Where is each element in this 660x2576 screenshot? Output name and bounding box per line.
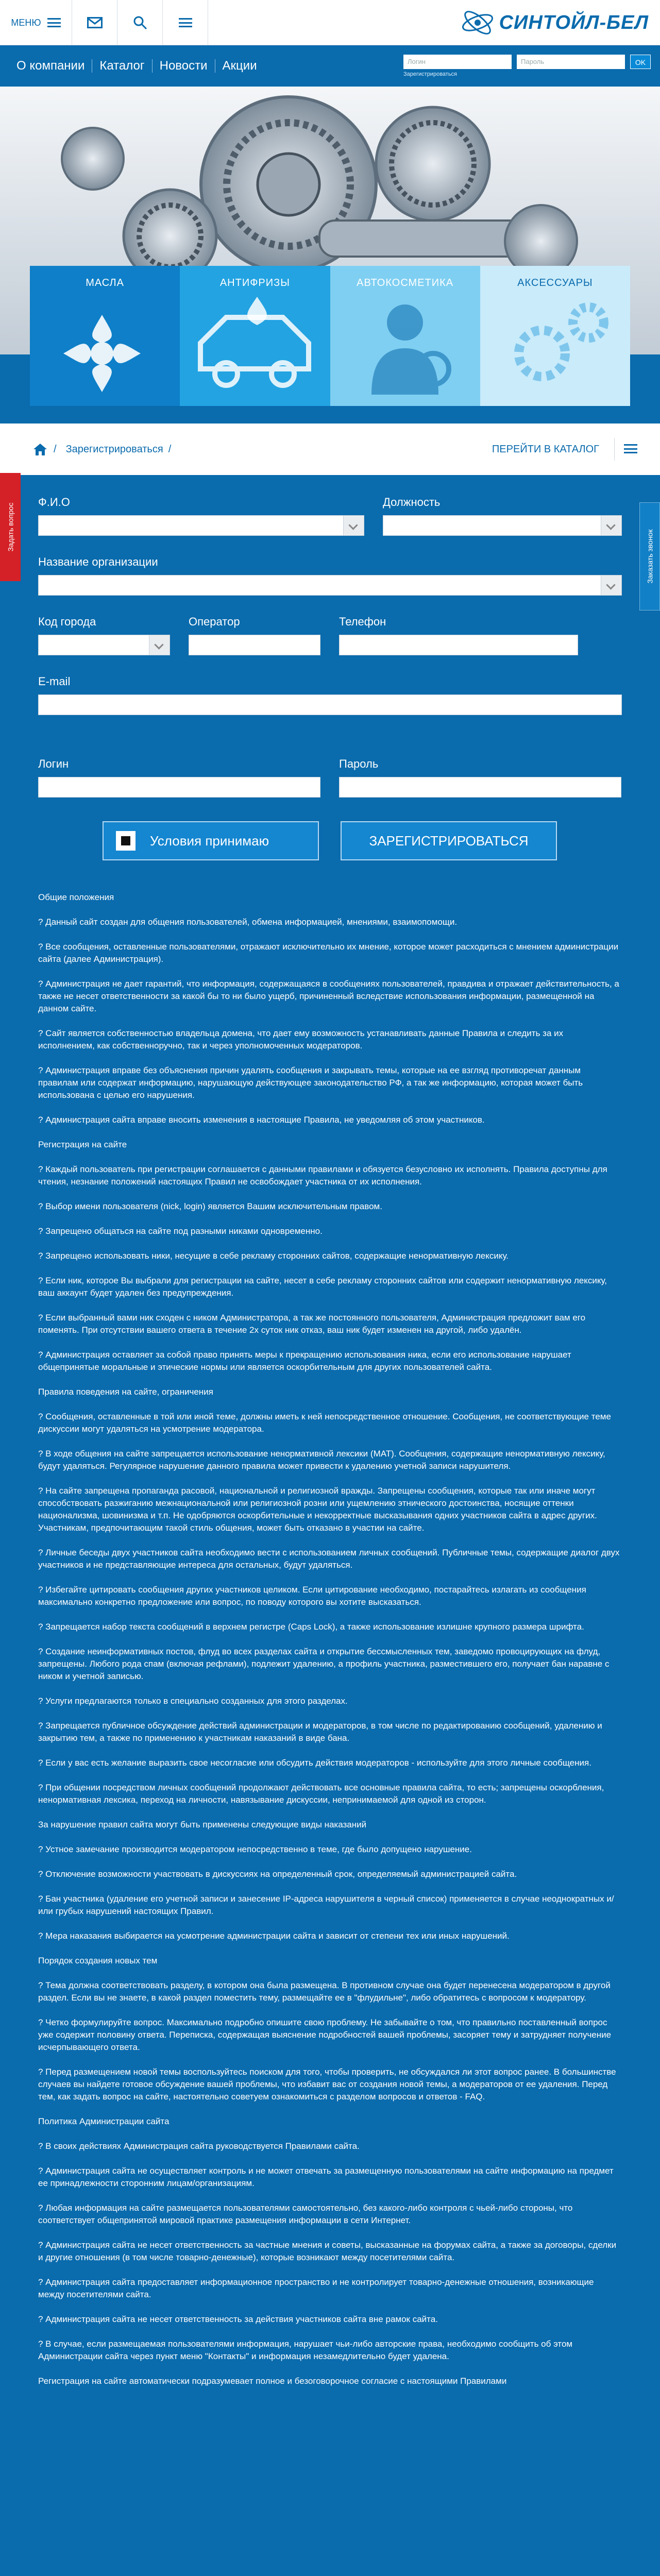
rule-paragraph: ? Если ник, которое Вы выбрали для регистрации на сайте, несет в себе рекламу сторонних сайтов или содержит ненормативную лексику, ваш аккаунт будет удален без предупреждения. <box>38 1276 607 1298</box>
chevron-down-icon <box>149 635 170 655</box>
breadcrumb <box>0 423 660 475</box>
nav-item-about[interactable]: О компании <box>16 59 85 73</box>
breadcrumb-separator: / <box>168 443 172 455</box>
chevron-down-icon <box>343 516 364 535</box>
menu-toggle-button[interactable] <box>163 0 208 45</box>
position-select[interactable] <box>383 515 622 536</box>
rule-paragraph: ? Администрация сайта вправе вносить изменения в настоящие Правила, не уведомляя об этом участников. <box>38 1115 485 1125</box>
phone-label: Телефон <box>339 615 386 628</box>
header-login-input[interactable]: Логин <box>403 55 512 69</box>
login-label: Логин <box>38 757 69 770</box>
position-group <box>383 496 622 536</box>
rule-paragraph: ? Администрация не дает гарантий, что информация, содержащаяся в сообщениях пользователей, правдива и отражает действительность, а также не несет ответственности за какой бы то ни было ущерб, причиненный вследствие использования информации, размещенной на данном сайте. <box>38 979 619 1013</box>
operator-group <box>189 615 320 655</box>
rule-paragraph: ? Администрация вправе без объяснения причин удалять сообщения и закрывать темы, которые на ее взгляд противоречат данным правилам или содержат информацию, нарушающую действующее законодательство РФ, а так же информацию, которая может быть использована с целью его нарушения. <box>38 1065 583 1100</box>
rule-paragraph: Политика Администрации сайта <box>38 2116 170 2126</box>
rule-paragraph: ? Тема должна соответствовать разделу, в котором она была размещена. В противном случае она будет перенесена модератором в другой раздел. Если вы не знаете, в какой раздел поместить тему, размещайте ее в "флудильне", либо обратитесь с вопросом к модератору. <box>38 1980 611 2003</box>
rule-paragraph: ? Выбор имени пользователя (nick, login) является Вашим исключительным правом. <box>38 1201 382 1211</box>
operator-label: Оператор <box>189 615 240 628</box>
rule-paragraph: ? Устное замечание производится модератором непосредственно в теме, где было допущено нарушение. <box>38 1844 472 1854</box>
phone-input[interactable] <box>339 635 578 655</box>
rule-paragraph: ? Данный сайт создан для общения пользователей, обмена информацией, мнениями, взаимопомощи. <box>38 917 458 927</box>
password-label: Пароль <box>339 757 379 770</box>
password-group <box>339 757 621 798</box>
search-button[interactable] <box>117 0 163 45</box>
rule-paragraph: ? Услуги предлагаются только в специально созданных для этого разделах. <box>38 1696 348 1706</box>
chevron-down-icon <box>601 516 621 535</box>
login-input[interactable] <box>38 777 320 798</box>
site-rules <box>0 891 660 2387</box>
rule-paragraph: ? Избегайте цитировать сообщения других участников целиком. Если цитирование необходимо, постарайтесь излагать из сообщения максимально конкретно предложение или вопрос, по поводу которого вы хотите высказаться. <box>38 1585 586 1607</box>
accept-terms-toggle[interactable] <box>103 821 319 860</box>
position-label: Должность <box>383 496 441 509</box>
hamburger-icon <box>47 18 61 27</box>
rule-paragraph: ? Отключение возможности участвовать в дискуссиях на определенный срок, определяемый администрацией сайта. <box>38 1869 517 1879</box>
header-login-form <box>403 55 651 77</box>
register-button[interactable]: ЗАРЕГИСТРИРОВАТЬСЯ <box>341 821 557 860</box>
city-code-label: Код города <box>38 615 96 628</box>
rule-paragraph: ? Личные беседы двух участников сайта необходимо вести с использованием личных сообщений. Публичные темы, содержащие диалог двух участников и не представляющие интереса для остальных, будут удаляться. <box>38 1548 620 1570</box>
rule-paragraph: Общие положения <box>38 892 114 902</box>
category-tile-autocosmetics[interactable] <box>330 266 480 406</box>
home-icon[interactable] <box>33 443 47 456</box>
hamburger-icon <box>179 18 192 27</box>
rule-paragraph: ? Все сообщения, оставленные пользователями, отражают исключительно их мнение, которое может расходиться с мнением администрации сайта (далее Администрация). <box>38 942 619 964</box>
registration-form <box>0 475 660 860</box>
org-select[interactable] <box>38 575 622 596</box>
rule-paragraph: ? В случае, если размещаемая пользователями информация, нарушает чьи-либо авторские права, необходимо сообщить об этом Администрации сайта через пункт меню "Контакты" и информация незамедлительно будет удалена. <box>38 2339 573 2361</box>
header-register-link[interactable]: Зарегистрироваться <box>403 71 458 77</box>
org-label: Название организации <box>38 555 158 568</box>
breadcrumb-current: Зарегистрироваться <box>65 443 163 455</box>
rule-paragraph: ? Перед размещением новой темы воспользуйтесь поиском для того, чтобы проверить, не обсуждался ли этот вопрос ранее. В большинстве случаев вы найдете готовое обсуждение вашей проблемы, что избавит вас от создания новой темы, а модераторов от ее удаления. Перед тем, как задать вопрос на сайте, настоятельно советуем ознакомиться с разделом вопросов и ответов - FAQ. <box>38 2067 616 2102</box>
catalog-menu-button[interactable] <box>624 444 637 453</box>
ask-question-label: Задать вопрос <box>6 502 14 552</box>
rule-paragraph: ? Каждый пользователь при регистрации соглашается с данными правилами и обязуется безусловно их исполнять. Правила доступны для чтения, незнание положений настоящих Правил не освобождает участника от их исполнения. <box>38 1164 607 1187</box>
rule-paragraph: ? Запрещается набор текста сообщений в верхнем регистре (Caps Lock), а также использование излишне крупного размера шрифта. <box>38 1622 584 1632</box>
operator-input[interactable] <box>189 635 320 655</box>
fio-select[interactable] <box>38 515 364 536</box>
rule-paragraph: Правила поведения на сайте, ограничения <box>38 1387 213 1397</box>
phone-group <box>339 615 578 655</box>
top-bar <box>0 0 660 45</box>
rule-paragraph: ? Администрация сайта не осуществляет контроль и не может отвечать за размещенную пользователями на сайте информацию на предмет ее принадлежности сторонним лицам/организациям. <box>38 2166 614 2188</box>
rule-paragraph: ? В ходе общения на сайте запрещается использование ненормативной лексики (МАТ). Сообщения, содержащие ненормативную лексику, будут удаляться. Регулярное нарушение данного правила может привести к удалению учетной записи нарушителя. <box>38 1449 605 1471</box>
category-tile-oils[interactable] <box>30 266 180 406</box>
password-input[interactable] <box>339 777 621 798</box>
order-call-label: Заказать звонок <box>646 529 654 584</box>
accept-checkbox[interactable] <box>116 831 136 851</box>
divider <box>614 438 615 461</box>
rule-paragraph: ? Сообщения, оставленные в той или иной теме, должны иметь к ней непосредственное отношение. Сообщения, не соответствующие теме дискуссии могут удаляться на усмотрение модератора. <box>38 1412 611 1434</box>
rule-paragraph: Регистрация на сайте <box>38 1140 127 1149</box>
rule-paragraph: За нарушение правил сайта могут быть применены следующие виды наказаний <box>38 1820 367 1829</box>
rule-paragraph: ? Мера наказания выбирается на усмотрение администрации сайта и зависит от степени тех или иных нарушений. <box>38 1931 510 1941</box>
category-label: АВТОКОСМЕТИКА <box>357 277 454 289</box>
rule-paragraph: Регистрация на сайте автоматически подразумевает полное и безоговорочное согласие с настоящими Правилами <box>38 2376 507 2386</box>
rule-paragraph: ? Бан участника (удаление его учетной записи и занесение IP-адреса нарушителя в черный список) применяется в случае неоднократных и/или грубых нарушений настоящих Правил. <box>38 1894 614 1916</box>
category-tile-antifreeze[interactable] <box>180 266 330 406</box>
rule-paragraph: ? На сайте запрещена пропаганда расовой, национальной и религиозной вражды. Запрещены сообщения, которые так или иначе могут способствовать разжиганию межнациональной или религиозной розни или ущемлению этнического достоинства, носящие оттенки национализма, шовинизма и т.п. Не одобряются оскорбительные и некорректные высказывания одних участников сайта в адрес других. Участникам, предпочитающим такой стиль общения, может быть отказано в участии на сайте. <box>38 1486 597 1533</box>
rule-paragraph: ? Администрация сайта не несет ответственность за частные мнения и советы, высказанные на форумах сайта, а также за договоры, сделки и другие отношения (в том числе товарно-денежные), которые возникают между посетителями сайта. <box>38 2240 617 2262</box>
rule-paragraph: ? Запрещается публичное обсуждение действий администрации и модераторов, в том числе по редактированию сообщений, удалению и закрытию тем, а также по применению к участникам наказаний в виде бана. <box>38 1721 602 1743</box>
logo-text: СИНТОЙЛ-БЕЛ <box>499 11 649 33</box>
city-code-select[interactable] <box>38 635 170 655</box>
mail-button[interactable] <box>72 0 117 45</box>
chevron-down-icon <box>601 575 621 595</box>
email-input[interactable] <box>38 694 622 715</box>
main-nav <box>0 45 660 87</box>
nav-item-catalog[interactable]: Каталог <box>99 59 145 73</box>
city-code-group <box>38 615 170 655</box>
rule-paragraph: ? Если выбранный вами ник сходен с ником Администратора, а так же постоянного пользователя, Администрация предложит вам его поменять. При отсутствии вашего ответа в течение 2х суток ник отказ, ваш ник будет изменен на другой, либо удалён. <box>38 1313 586 1335</box>
nav-item-sales[interactable]: Акции <box>222 59 257 73</box>
category-tile-accessories[interactable] <box>480 266 630 406</box>
rule-paragraph: ? Администрация сайта не несет ответственность за действия участников сайта вне рамок сайта. <box>38 2314 438 2324</box>
search-icon <box>133 15 147 30</box>
rule-paragraph: ? Запрещено общаться на сайте под разными никами одновременно. <box>38 1226 323 1236</box>
fio-label: Ф.И.О <box>38 496 70 509</box>
category-label: АНТИФРИЗЫ <box>219 277 290 289</box>
rule-paragraph: ? Любая информация на сайте размещается пользователями самостоятельно, без какого-либо контроля с чьей-либо стороны, что соответствует общепринятой мировой практике размещения информации в сети Интернет. <box>38 2203 573 2225</box>
menu-label: МЕНЮ <box>11 17 41 28</box>
login-group <box>38 757 320 798</box>
rule-paragraph: ? Создание неинформативных постов, флуд во всех разделах сайта и открытие бессмысленных тем, заведомо провоцирующих на флуд, запрещены. Любого рода спам (включая рефлами), подлежит удалению, а профиль участника, разместившего его, получает бан наравне с ником и учетной записью. <box>38 1647 610 1681</box>
rule-paragraph: ? Сайт является собственностью владельца домена, что дает ему возможность устанавливать данные Правила и следить за их исполнением, как собственноручно, так и через уполномоченных модераторов. <box>38 1028 564 1050</box>
top-icons <box>0 0 208 45</box>
nav-item-news[interactable]: Новости <box>159 59 208 73</box>
hamburger-icon <box>624 444 637 453</box>
rule-paragraph: ? Если у вас есть желание выразить свое несогласие или обсудить действия модераторов - используйте для этого личные сообщения. <box>38 1758 591 1768</box>
site-logo[interactable] <box>459 0 660 45</box>
rule-paragraph: ? При общении посредством личных сообщений продолжают действовать все основные правила сайта, то есть; запрещены оскорбления, ненормативная лексика, переход на личности, навязывание дискуссии, непринимаемой для одной из сторон. <box>38 1783 604 1805</box>
email-group <box>38 675 622 715</box>
email-label: E-mail <box>38 675 71 688</box>
category-label: МАСЛА <box>86 277 125 289</box>
org-group <box>38 555 622 596</box>
breadcrumb-separator: / <box>54 443 57 455</box>
header-password-input[interactable]: Пароль <box>517 55 625 69</box>
logo-emblem-icon <box>459 7 495 38</box>
mail-icon <box>87 17 103 28</box>
menu-button[interactable] <box>0 0 72 45</box>
rule-paragraph: ? Четко формулируйте вопрос. Максимально подробно опишите свою проблему. Не забывайте о том, что правильно поставленный вопрос уже содержит половину ответа. Переписка, содержащая выяснение подробностей вашей проблемы, засоряет тему и затрудняет получение исчерпывающего ответа. <box>38 2018 612 2052</box>
rule-paragraph: ? Администрация оставляет за собой право принять меры к прекращению использования ника, если его использование нарушает общепринятые моральные и этические нормы или является оскорбительным для других пользователей сайта. <box>38 1350 571 1372</box>
category-label: АКСЕССУАРЫ <box>517 277 593 289</box>
rule-paragraph: ? Запрещено использовать ники, несущие в себе рекламу сторонних сайтов, содержащие ненормативную лексику. <box>38 1251 509 1261</box>
rule-paragraph: ? Администрация сайта предоставляет информационное пространство и не контролирует товарно-денежные отношения, возникающие между посетителями сайта. <box>38 2277 594 2299</box>
fio-group <box>38 496 364 536</box>
go-to-catalog-link[interactable]: ПЕРЕЙТИ В КАТАЛОГ <box>492 443 599 455</box>
accept-label: Условия принимаю <box>150 833 269 849</box>
header-ok-button[interactable]: OK <box>630 55 651 69</box>
rule-paragraph: ? В своих действиях Администрация сайта руководствуется Правилами сайта. <box>38 2141 360 2151</box>
rule-paragraph: Порядок создания новых тем <box>38 1956 158 1965</box>
category-tiles <box>30 266 630 406</box>
